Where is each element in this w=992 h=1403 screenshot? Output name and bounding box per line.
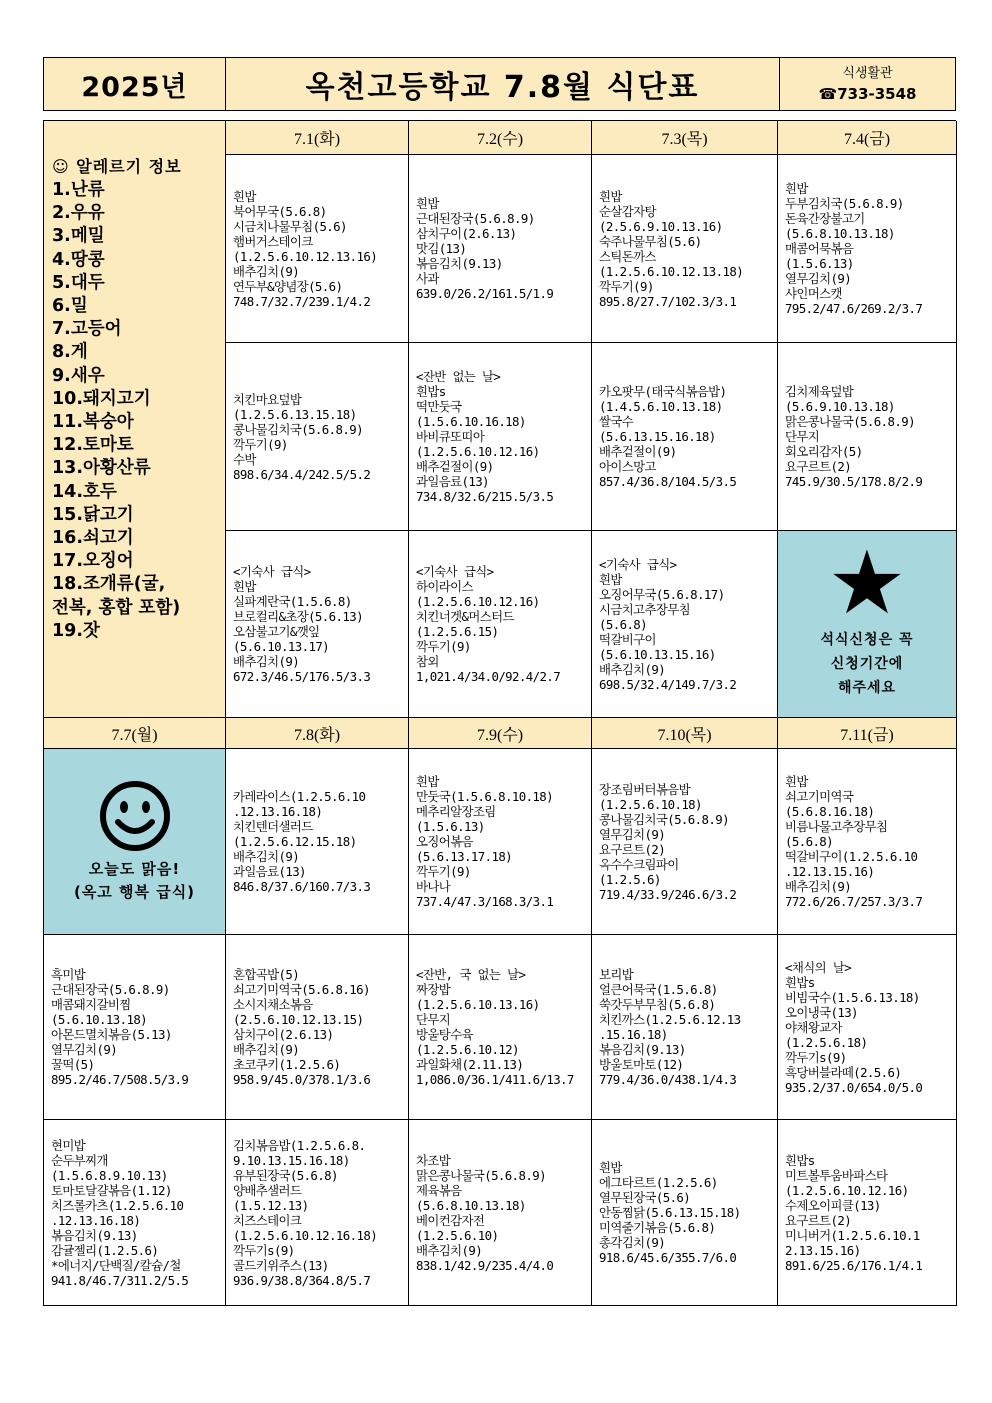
menu-line: 미니버거(1.2.5.6.10.1 — [785, 1227, 920, 1243]
menu-line: 회오리감자(5) — [785, 444, 863, 459]
menu-line: 짜장밥 — [416, 982, 451, 997]
menu-line: 비빔국수(1.5.6.13.18) — [785, 989, 920, 1005]
menu-line: 깍두기(9) — [416, 639, 471, 654]
menu-line: 아몬드멸치볶음(5.13) — [51, 1027, 172, 1042]
menu-line: 요구르트(2) — [785, 459, 852, 474]
menu-line: 흰밥 — [416, 774, 439, 789]
menu-line: 719.4/33.9/246.6/3.2 — [599, 886, 737, 902]
menu-line: 891.6/25.6/176.1/4.1 — [785, 1257, 923, 1273]
meal-cell — [226, 531, 409, 718]
menu-line: 총각김치(9) — [599, 1235, 666, 1250]
menu-line: 흰밥 — [785, 774, 808, 789]
menu-line: 제육볶음 — [416, 1182, 462, 1198]
day-header: 7.2(수) — [409, 121, 592, 155]
menu-line: 안동찜닭(5.6.13.15.18) — [599, 1205, 741, 1220]
meal-cell — [226, 343, 409, 531]
menu-line: .12.13.16.18) — [51, 1212, 141, 1228]
allergy-item: 6.밀 — [52, 296, 88, 317]
meal-lines — [785, 774, 950, 909]
allergy-item: 13.아황산류 — [52, 458, 151, 479]
menu-line: 795.2/47.6/269.2/3.7 — [785, 301, 923, 316]
menu-line: 열무김치(9) — [599, 826, 666, 842]
menu-line: 배추김치(9) — [416, 1242, 483, 1258]
meal-cell — [409, 935, 592, 1120]
menu-line: 열무김치(9) — [51, 1042, 118, 1057]
menu-line: (1.5.6.8.9.10.13) — [51, 1167, 168, 1183]
menu-line: 카오팟무(태국식볶음밥) — [599, 384, 727, 399]
allergy-item: 10.돼지고기 — [52, 388, 151, 409]
menu-line: (1.2.5.6) — [599, 871, 661, 887]
office-label: 식생활관 — [842, 66, 893, 81]
menu-line: 하이라이스 — [416, 579, 473, 594]
meal-lines — [233, 1138, 402, 1288]
allergy-item: 3.메밀 — [52, 226, 105, 247]
allergy-item: 1.난류 — [52, 180, 105, 200]
allergy-item: 19.잣 — [52, 620, 100, 641]
menu-line: 치킨까스(1.2.5.6.12.13 — [599, 1012, 741, 1027]
menu-line: 샤인머스캣 — [785, 286, 842, 301]
menu-line: 감귤젤리(1.2.5.6) — [51, 1242, 159, 1258]
meal-cell — [44, 1120, 226, 1306]
menu-line: 볶음김치(9.13) — [599, 1042, 686, 1057]
menu-line: 치즈스테이크 — [233, 1212, 302, 1228]
allergy-info-panel — [44, 121, 226, 718]
menu-line: 흰밥 — [785, 181, 808, 196]
meal-cell — [592, 1120, 778, 1306]
menu-line: 흰밥 — [416, 196, 439, 211]
menu-line: 2.13.15.16) — [785, 1242, 861, 1258]
meal-lines — [233, 189, 402, 309]
menu-line: 배추김치(9) — [599, 661, 666, 677]
allergy-item: 9.새우 — [52, 365, 105, 386]
menu-line: 흑미밥 — [51, 967, 86, 982]
day-header: 7.7(월) — [44, 718, 226, 749]
menu-line: (5.6.10.13.17) — [233, 639, 330, 654]
day-header: 7.8(화) — [226, 718, 409, 749]
meal-cell — [592, 749, 778, 935]
meal-cell — [592, 343, 778, 531]
menu-line: 북어무국(5.6.8) — [233, 203, 327, 219]
meal-lines — [785, 960, 950, 1095]
year-label: 2025년 — [44, 58, 226, 110]
menu-line: (1.2.5.6.10.12.16.18) — [233, 1227, 378, 1243]
menu-line: (5.6.9.10.13.18) — [785, 399, 895, 414]
menu-line: 떡만둣국 — [416, 399, 462, 414]
meal-cell — [592, 935, 778, 1120]
menu-line: (1.4.5.6.10.13.18) — [599, 399, 723, 414]
menu-line: (1.2.5.6.10.12.13.18) — [599, 263, 744, 279]
allergy-item: 5.대두 — [52, 272, 105, 293]
menu-line: 숙주나물무침(5.6) — [599, 233, 702, 249]
menu-line: <기숙사 급식> — [233, 564, 311, 579]
menu-line: 비름나물고추장무침 — [785, 819, 888, 834]
menu-line: 958.9/45.0/378.1/3.6 — [233, 1072, 371, 1087]
meal-lines — [785, 181, 950, 316]
menu-line: 김치볶음밥(1.2.5.6.8. — [233, 1137, 366, 1153]
allergy-item: 8.게 — [52, 342, 88, 363]
menu-line: 과일음료(13) — [416, 474, 489, 489]
meal-cell — [409, 1120, 592, 1306]
menu-line: (1.2.5.6.10.18) — [599, 796, 702, 812]
menu-line: .12.13.16.18) — [233, 804, 323, 819]
menu-line: *에너지/단백질/칼슘/철 — [51, 1257, 181, 1273]
menu-line: 만둣국(1.5.6.8.10.18) — [416, 789, 554, 804]
menu-line: 초코쿠키(1.2.5.6) — [233, 1057, 341, 1072]
star-icon: ★ — [827, 531, 907, 634]
menu-line: (5.6.13.17.18) — [416, 849, 513, 864]
menu-line: 치킨텐더샐러드 — [233, 819, 313, 834]
menu-line: 737.4/47.3/168.3/3.1 — [416, 894, 554, 909]
menu-line: 918.6/45.6/355.7/6.0 — [599, 1250, 737, 1265]
happy-meal-card — [44, 749, 226, 935]
meal-lines — [233, 564, 402, 684]
day-header: 7.4(금) — [778, 121, 957, 155]
allergy-heading: ☺ 알레르기 정보 — [52, 157, 182, 176]
menu-line: (1.2.5.6.13.15.18) — [233, 406, 357, 422]
menu-line: 토마토달걀볶음(1.12) — [51, 1182, 172, 1198]
menu-line: 삼치구이(2.6.13) — [233, 1027, 334, 1042]
menu-line: 베이컨감자전 — [416, 1212, 485, 1228]
meal-lines — [785, 384, 950, 489]
menu-line: (1.2.5.6.15) — [416, 624, 499, 639]
menu-line: (1.5.6.13) — [785, 256, 854, 271]
allergy-item: 2.우유 — [52, 203, 105, 224]
menu-line: 방울토마토(12) — [599, 1057, 684, 1072]
menu-line: 배추김치(9) — [785, 879, 852, 894]
menu-line: .15.16.18) — [599, 1027, 668, 1042]
menu-line: 유부된장국(5.6.8) — [233, 1167, 338, 1183]
meal-cell — [778, 343, 957, 531]
menu-line: 순살감자탕 — [599, 203, 656, 219]
menu-line: 배추겉절이(9) — [416, 459, 494, 474]
menu-line: 흰밥s — [416, 384, 446, 399]
menu-line: 볶음김치(9.13) — [416, 256, 503, 271]
meal-cell — [226, 155, 409, 343]
menu-line: 흰밥s — [785, 974, 815, 990]
menu-line: 매콤돼지갈비찜 — [51, 997, 131, 1012]
menu-line: 838.1/42.9/235.4/4.0 — [416, 1257, 554, 1273]
meal-lines — [233, 967, 402, 1087]
meal-cell — [778, 1120, 957, 1306]
menu-line: 스틱돈까스 — [599, 248, 656, 264]
menu-line: 772.6/26.7/257.3/3.7 — [785, 894, 923, 909]
meal-cell — [226, 935, 409, 1120]
menu-line: 오이냉국(13) — [785, 1004, 858, 1020]
menu-line: 떡갈비구이(1.2.5.6.10 — [785, 849, 918, 864]
allergy-item: 14.호두 — [52, 481, 117, 502]
menu-line: 흰밥 — [599, 1160, 622, 1175]
menu-line: 꿀떡(5) — [51, 1057, 95, 1072]
meal-cell — [226, 1120, 409, 1306]
menu-line: (1.2.5.6.10.12) — [416, 1042, 519, 1057]
menu-line: 장조림버터볶음밥 — [599, 781, 690, 797]
menu-line: 콩나물김치국(5.6.8.9) — [599, 811, 729, 827]
menu-line: 바비큐또띠아 — [416, 429, 485, 444]
menu-line: 쇠고기미역국 — [785, 789, 854, 804]
menu-line: <잔반, 국 없는 날> — [416, 967, 526, 982]
menu-line: 햄버거스테이크 — [233, 233, 313, 249]
meal-cell — [44, 935, 226, 1120]
meal-lines — [599, 557, 771, 692]
menu-line: 깍두기(9) — [416, 864, 471, 879]
allergy-item: 16.쇠고기 — [52, 528, 134, 549]
menu-line: 779.4/36.0/438.1/4.3 — [599, 1072, 737, 1087]
allergy-item: 전복, 홍합 포함) — [52, 597, 181, 618]
meal-cell — [226, 749, 409, 935]
menu-line: 볶음김치(9.13) — [51, 1227, 138, 1243]
menu-line: 오삼불고기&깻잎 — [233, 624, 320, 639]
menu-line: 치즈롤카츠(1.2.5.6.10 — [51, 1197, 184, 1213]
menu-line: 734.8/32.6/215.5/3.5 — [416, 489, 554, 504]
menu-line: 삼치구이(2.6.13) — [416, 226, 517, 241]
menu-line: (5.6.10.13.15.16) — [599, 646, 716, 662]
menu-line: 배추겉절이(9) — [599, 444, 677, 459]
menu-line: (2.5.6.10.12.13.15) — [233, 1012, 364, 1027]
menu-line: 1,021.4/34.0/92.4/2.7 — [416, 669, 561, 684]
menu-line: 맛김(13) — [416, 241, 467, 256]
menu-line: 배추김치(9) — [233, 263, 300, 279]
menu-line: 근대된장국(5.6.8.9) — [416, 211, 535, 226]
menu-line: 쑥갓두부무침(5.6.8) — [599, 997, 716, 1012]
meal-cell — [409, 531, 592, 718]
menu-line: 에그타르트(1.2.5.6) — [599, 1175, 718, 1190]
menu-line: 쌀국수 — [599, 414, 634, 429]
menu-line: 오징어볶음 — [416, 834, 473, 849]
day-header: 7.11(금) — [778, 718, 957, 749]
menu-line: (5.6.8.10.13.18) — [416, 1197, 526, 1213]
menu-line: 흰밥 — [233, 579, 256, 594]
meal-lines — [51, 967, 219, 1087]
menu-line: 배추김치(9) — [233, 849, 300, 864]
meal-lines — [785, 1153, 950, 1273]
menu-line: 열무김치(9) — [785, 271, 852, 286]
allergy-item: 15.닭고기 — [52, 504, 134, 525]
menu-line: (1.2.5.6.12.15.18) — [233, 834, 357, 849]
allergy-item: 11.복숭아 — [52, 412, 134, 433]
menu-line: 양배추샐러드 — [233, 1182, 302, 1198]
day-header: 7.9(수) — [409, 718, 592, 749]
menu-line: 오징어무국(5.6.8.17) — [599, 586, 725, 602]
menu-line: 미역줄기볶음(5.6.8) — [599, 1220, 716, 1235]
menu-line: 치킨마요덮밥 — [233, 391, 302, 407]
allergy-item: 7.고등어 — [52, 319, 122, 340]
menu-line: 깍두기(9) — [233, 436, 288, 452]
menu-line: 흰밥s — [785, 1152, 815, 1168]
menu-line: (5.6.13.15.16.18) — [599, 429, 716, 444]
menu-line: 단무지 — [416, 1012, 451, 1027]
menu-line: 936.9/38.8/364.8/5.7 — [233, 1272, 371, 1288]
menu-line: 흑당버블라떼(2.5.6) — [785, 1064, 902, 1080]
meal-lines — [599, 967, 771, 1087]
smiley-face-icon — [99, 780, 171, 852]
meal-lines — [599, 384, 771, 489]
menu-line: <기숙사 급식> — [599, 556, 677, 572]
menu-line: 깍두기s(9) — [233, 1242, 295, 1258]
menu-line: 9.10.13.15.16.18) — [233, 1152, 350, 1168]
menu-line: 흰밥 — [599, 571, 622, 587]
meal-lines — [233, 392, 402, 482]
menu-line: <기숙사 급식> — [416, 564, 494, 579]
allergy-list — [52, 179, 225, 643]
menu-line: 요구르트(2) — [785, 1212, 852, 1228]
menu-line: 748.7/32.7/239.1/4.2 — [233, 293, 371, 309]
menu-line: 과일화채(2.11.13) — [416, 1057, 524, 1072]
menu-line: (5.6.10.13.18) — [51, 1012, 148, 1027]
menu-line: 요구르트(2) — [599, 841, 666, 857]
day-header: 7.3(목) — [592, 121, 778, 155]
meal-lines — [416, 369, 585, 504]
menu-line: 639.0/26.2/161.5/1.9 — [416, 286, 554, 301]
menu-line: 현미밥 — [51, 1137, 86, 1153]
meal-cell — [592, 531, 778, 718]
allergy-item: 4.땅콩 — [52, 249, 105, 270]
notice-text: 석식신청은 꼭 신청기간에 해주세요 — [820, 632, 914, 696]
phone-number: ☎733-3548 — [818, 85, 917, 103]
day-header: 7.10(목) — [592, 718, 778, 749]
menu-line: <채식의 날> — [785, 959, 852, 975]
day-header: 7.1(화) — [226, 121, 409, 155]
menu-line: 두부김치국(5.6.8.9) — [785, 196, 904, 211]
menu-line: (1.2.5.6.10.12.16) — [416, 594, 540, 609]
menu-line: 846.8/37.6/160.7/3.3 — [233, 879, 371, 894]
menu-line: 옥수수크림파이 — [599, 856, 679, 872]
menu-line: 메추리알장조림 — [416, 804, 496, 819]
menu-line: 깍두기(9) — [599, 278, 654, 294]
meal-cell — [409, 155, 592, 343]
menu-line: 돈육간장불고기 — [785, 211, 865, 226]
menu-line: (1.5.6.10.16.18) — [416, 414, 526, 429]
menu-line: 매콤어묵볶음 — [785, 241, 854, 256]
menu-line: 차조밥 — [416, 1152, 451, 1168]
menu-line: 1,086.0/36.1/411.6/13.7 — [416, 1072, 574, 1087]
menu-line: 골드키위주스(13) — [233, 1257, 329, 1273]
menu-line: 흰밥 — [233, 188, 256, 204]
menu-line: (1.2.5.6.10.12.16) — [416, 444, 540, 459]
menu-line: 시금치나물무침(5.6) — [233, 218, 347, 234]
menu-line: 실파계란국(1.5.6.8) — [233, 594, 352, 609]
menu-line: 맑은콩나물국(5.6.8.9) — [785, 414, 915, 429]
meal-cell — [592, 155, 778, 343]
menu-header — [43, 57, 956, 111]
menu-line: 야채왕교자 — [785, 1019, 842, 1035]
page-title: 옥천고등학교 7.8월 식단표 — [226, 58, 780, 110]
menu-line: (1.2.5.6.10.13.16) — [416, 997, 540, 1012]
menu-line: 맑은콩나물국(5.6.8.9) — [416, 1167, 546, 1183]
meal-lines — [416, 774, 585, 909]
menu-line: 시금치고추장무침 — [599, 601, 690, 617]
meal-cell — [409, 343, 592, 531]
allergy-item: 18.조개류(굴, — [52, 574, 166, 595]
happy-meal-text: 오늘도 맑음! (옥고 행복 급식) — [73, 859, 196, 901]
menu-line: 수제오이피클(13) — [785, 1197, 881, 1213]
meal-lines — [416, 196, 585, 301]
menu-line: 745.9/30.5/178.8/2.9 — [785, 474, 923, 489]
menu-line: 보리밥 — [599, 967, 634, 982]
menu-line: 수박 — [233, 451, 256, 467]
menu-line: (1.2.5.6.18) — [785, 1034, 868, 1050]
meal-lines — [599, 189, 771, 309]
menu-line: 연두부&양념장(5.6) — [233, 278, 343, 294]
menu-line: 895.8/27.7/102.3/3.1 — [599, 293, 737, 309]
menu-line: 브로컬리&초장(5.6.13) — [233, 609, 363, 624]
menu-line: 898.6/34.4/242.5/5.2 — [233, 466, 371, 482]
meal-cell — [778, 935, 957, 1120]
meal-lines — [599, 782, 771, 902]
meal-lines — [416, 564, 585, 684]
allergy-item: 12.토마토 — [52, 435, 134, 456]
meal-lines — [416, 967, 585, 1087]
menu-line: 김치제육덮밥 — [785, 384, 854, 399]
meal-cell — [409, 749, 592, 935]
meal-lines — [599, 1160, 771, 1265]
menu-line: (1.5.6.13) — [416, 819, 485, 834]
menu-line: (1.2.5.6.10.12.16) — [785, 1182, 909, 1198]
menu-line: 사과 — [416, 271, 439, 286]
menu-line: .12.13.15.16) — [785, 864, 875, 879]
menu-line: 방울탕수육 — [416, 1027, 473, 1042]
menu-line: 혼합곡밥(5) — [233, 967, 300, 982]
menu-line: (5.6.8) — [599, 616, 648, 632]
menu-line: (1.5.12.13) — [233, 1197, 309, 1213]
menu-line: 935.2/37.0/654.0/5.0 — [785, 1079, 923, 1095]
menu-line: 미트볼투움바파스타 — [785, 1167, 888, 1183]
menu-line: (2.5.6.9.10.13.16) — [599, 218, 723, 234]
menu-line: 941.8/46.7/311.2/5.5 — [51, 1272, 189, 1288]
meal-table — [43, 120, 956, 1306]
menu-line: 쇠고기미역국(5.6.8.16) — [233, 982, 370, 997]
menu-line: 698.5/32.4/149.7/3.2 — [599, 676, 737, 692]
menu-line: 깍두기s(9) — [785, 1049, 847, 1065]
menu-line: 857.4/36.8/104.5/3.5 — [599, 474, 737, 489]
menu-line: 배추김치(9) — [233, 654, 300, 669]
menu-line: 바나나 — [416, 879, 451, 894]
meal-lines — [233, 789, 402, 894]
menu-line: 단무지 — [785, 429, 820, 444]
menu-line: 근대된장국(5.6.8.9) — [51, 982, 170, 997]
meal-cell — [778, 749, 957, 935]
menu-line: 과일음료(13) — [233, 864, 306, 879]
dinner-notice — [778, 531, 957, 718]
menu-line: 떡갈비구이 — [599, 631, 656, 647]
menu-line: (1.2.5.6.10) — [416, 1227, 499, 1243]
menu-line: 895.2/46.7/508.5/3.9 — [51, 1072, 189, 1087]
meal-lines — [51, 1138, 219, 1288]
menu-line: <잔반 없는 날> — [416, 369, 501, 384]
menu-line: 얼큰어묵국(1.5.6.8) — [599, 982, 718, 997]
menu-line: 아이스망고 — [599, 459, 656, 474]
menu-line: 치킨너겟&머스터드 — [416, 609, 514, 624]
meal-cell — [778, 155, 957, 343]
menu-line: (5.6.8.10.13.18) — [785, 226, 895, 241]
menu-line: 참외 — [416, 654, 439, 669]
menu-line: 흰밥 — [599, 188, 622, 204]
menu-line: (1.2.5.6.10.12.13.16) — [233, 248, 378, 264]
menu-line: 열무된장국(5.6) — [599, 1190, 691, 1205]
menu-line: 672.3/46.5/176.5/3.3 — [233, 669, 371, 684]
menu-line: 소시지채소볶음 — [233, 997, 313, 1012]
menu-line: 콩나물김치국(5.6.8.9) — [233, 421, 363, 437]
menu-line: (5.6.8) — [785, 834, 834, 849]
allergy-item: 17.오징어 — [52, 551, 134, 572]
contact-box — [780, 58, 955, 110]
menu-line: 카레라이스(1.2.5.6.10 — [233, 789, 366, 804]
menu-line: 배추김치(9) — [233, 1042, 300, 1057]
menu-line: 순두부찌개 — [51, 1152, 108, 1168]
meal-lines — [416, 1153, 585, 1273]
menu-line: (5.6.8.16.18) — [785, 804, 875, 819]
